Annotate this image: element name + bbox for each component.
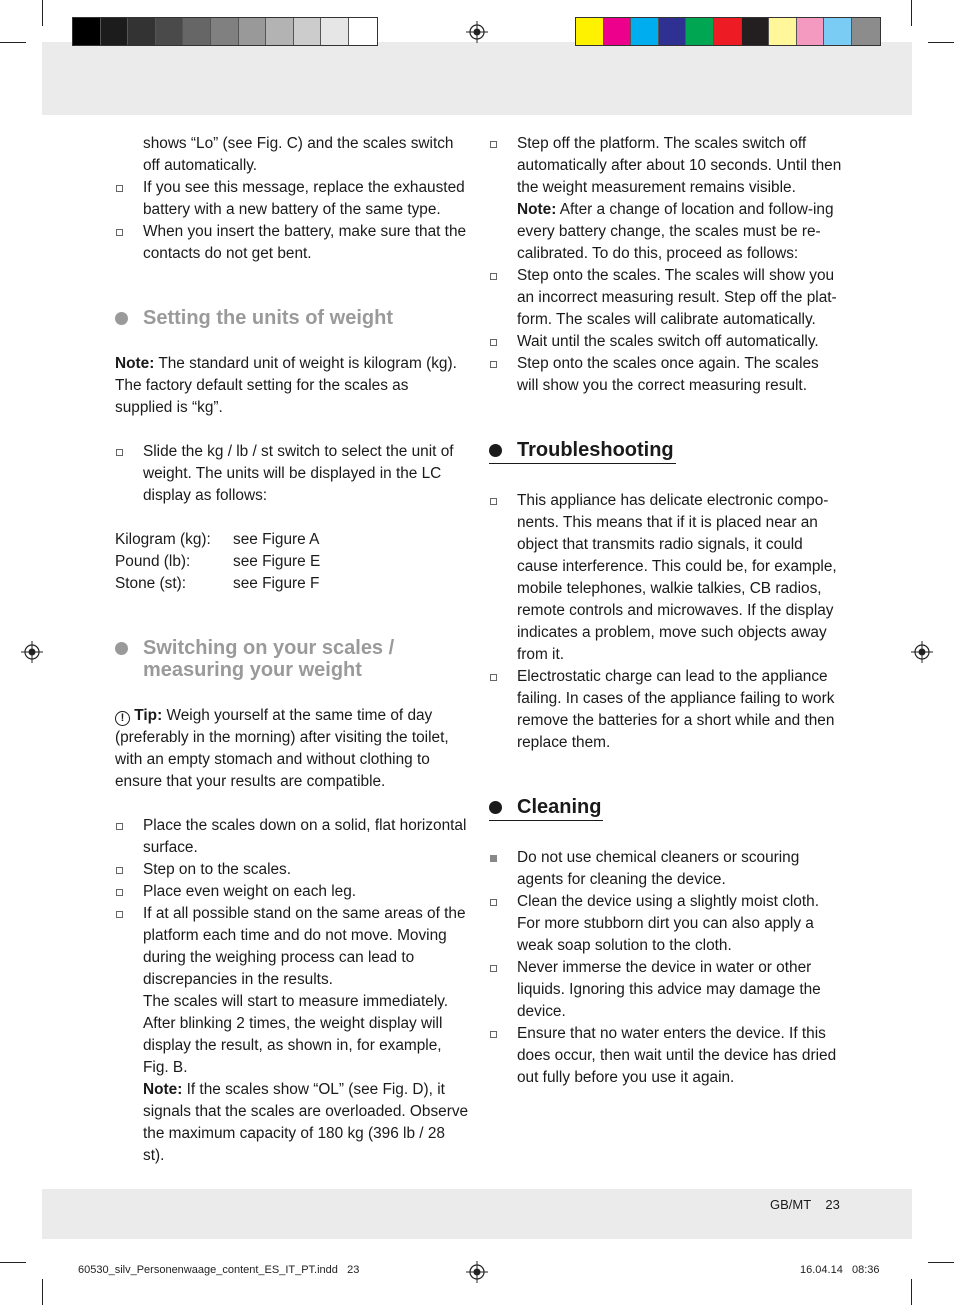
list-item: Step off the platform. The scales switch off automatically after about 10 seconds. Until then the weight measurement remains visible. <box>489 133 844 199</box>
color-swatch <box>686 18 714 45</box>
checkbox-bullet-icon <box>490 498 497 505</box>
gray-swatch <box>73 18 101 45</box>
list-item: Step on to the scales. <box>115 859 470 881</box>
color-swatch <box>659 18 687 45</box>
list-item: Slide the kg / lb / st switch to select the unit of weight. The units will be displayed in the LC display as follows: <box>115 441 470 507</box>
color-swatch <box>852 18 880 45</box>
registration-mark-icon <box>466 1261 488 1283</box>
color-swatch <box>714 18 742 45</box>
checkbox-bullet-icon <box>116 449 123 456</box>
checkbox-bullet-icon <box>116 185 123 192</box>
unit-figure: see Figure E <box>233 553 321 570</box>
color-swatch <box>769 18 797 45</box>
crop-mark <box>0 1262 26 1263</box>
units-table <box>115 529 470 595</box>
list-item: If at all possible stand on the same areas of the platform each time and do not move. Moving during the weighing process can lead to discrepancies in the results. <box>115 903 470 991</box>
unit-name: Stone (st): <box>115 575 186 592</box>
section-heading-troubleshooting: Troubleshooting <box>489 439 676 464</box>
checkbox-bullet-icon <box>116 229 123 236</box>
checkbox-bullet-icon <box>490 965 497 972</box>
right-column <box>489 133 844 1089</box>
registration-mark-icon <box>911 641 933 663</box>
crop-mark <box>928 1262 954 1263</box>
list-item: Clean the device using a slightly moist cloth. For more stubborn dirt you can also apply a weak soap solution to the cloth. <box>489 891 844 957</box>
gray-swatch <box>183 18 211 45</box>
list-item: Do not use chemical cleaners or scouring agents for cleaning the device. <box>489 847 844 891</box>
gray-swatch <box>239 18 267 45</box>
process-color-bar <box>575 17 881 46</box>
unit-name: Kilogram (kg): <box>115 531 211 548</box>
header-band <box>42 42 912 115</box>
grayscale-color-bar <box>72 17 378 46</box>
left-column <box>115 133 470 1167</box>
list-item: If you see this message, replace the exhausted battery with a new battery of the same type. <box>115 177 470 221</box>
gray-swatch <box>266 18 294 45</box>
registration-mark-icon <box>21 641 43 663</box>
unit-name: Pound (lb): <box>115 553 191 570</box>
bullet-continuation: The scales will start to measure immediately. After blinking 2 times, the weight display will display the result, as shown in, for example, Fig. B. <box>143 993 449 1076</box>
section-heading-units: Setting the units of weight <box>115 307 470 329</box>
warning-square-bullet-icon <box>490 855 497 862</box>
list-item: Place the scales down on a solid, flat horizontal surface. <box>115 815 470 859</box>
bullet-dot-icon <box>115 312 128 325</box>
note-paragraph: Note: If the scales show “OL” (see Fig. D), it signals that the scales are overloaded. Observe the maximum capacity of 180 kg (396 lb / 28 st). <box>143 1081 469 1164</box>
note-paragraph: Note: After a change of location and follow-ing every battery change, the scales must be re-calibrated. To do this, proceed as follows: <box>517 201 834 262</box>
checkbox-bullet-icon <box>116 889 123 896</box>
bullet-continuation: shows “Lo” (see Fig. C) and the scales switch off automatically. <box>143 135 454 174</box>
bullet-dot-icon <box>489 801 502 814</box>
section-heading-cleaning: Cleaning <box>489 796 603 821</box>
units-row <box>115 573 470 595</box>
gray-swatch <box>101 18 129 45</box>
gray-swatch <box>294 18 322 45</box>
checkbox-bullet-icon <box>116 867 123 874</box>
gray-swatch <box>349 18 377 45</box>
page-number: GB/MT 23 <box>770 1197 840 1212</box>
list-item: Step onto the scales. The scales will show you an incorrect measuring result. Step off the plat-form. The scales will calibrate automatically. <box>489 265 844 331</box>
color-swatch <box>576 18 604 45</box>
checkbox-bullet-icon <box>490 141 497 148</box>
crop-mark <box>911 1279 912 1305</box>
gray-swatch <box>156 18 184 45</box>
list-item: Step onto the scales once again. The scales will show you the correct measuring result. <box>489 353 844 397</box>
checkbox-bullet-icon <box>490 674 497 681</box>
color-swatch <box>604 18 632 45</box>
list-item: Never immerse the device in water or other liquids. Ignoring this advice may damage the device. <box>489 957 844 1023</box>
gray-swatch <box>128 18 156 45</box>
bullet-dot-icon <box>115 642 128 655</box>
gray-swatch <box>211 18 239 45</box>
date-slug: 16.04.14 08:36 <box>800 1264 880 1276</box>
checkbox-bullet-icon <box>490 899 497 906</box>
color-swatch <box>631 18 659 45</box>
list-item: Place even weight on each leg. <box>115 881 470 903</box>
file-slug: 60530_silv_Personenwaage_content_ES_IT_PT.indd 23 <box>78 1264 360 1276</box>
checkbox-bullet-icon <box>490 1031 497 1038</box>
note-paragraph: Note: The standard unit of weight is kilogram (kg). The factory default setting for the scales as supplied is “kg”. <box>115 355 457 416</box>
exclamation-icon: ! <box>115 711 130 726</box>
crop-mark <box>0 42 26 43</box>
gray-swatch <box>321 18 349 45</box>
units-row <box>115 551 470 573</box>
checkbox-bullet-icon <box>490 273 497 280</box>
tip-paragraph: ! Tip: Weigh yourself at the same time of day (preferably in the morning) after visiting the toilet, with an empty stomach and without clothing to ensure that your results are compatible. <box>115 707 449 790</box>
list-item: Ensure that no water enters the device. If this does occur, then wait until the device has dried out fully before you use it again. <box>489 1023 844 1089</box>
units-row <box>115 529 470 551</box>
list-item: This appliance has delicate electronic compo-nents. This means that if it is placed near an object that transmits radio signals, it could cause interference. This could be, for example, mobile telephones, walkie talkies, CB radios, remote controls and microwaves. If the display indicates a problem, move such objects away from it. <box>489 490 844 666</box>
unit-figure: see Figure F <box>233 575 320 592</box>
registration-mark-icon <box>466 21 488 43</box>
section-heading-switching: Switching on your scales / measuring your weight <box>115 637 470 681</box>
list-item: Electrostatic charge can lead to the appliance failing. In cases of the appliance failing to work remove the batteries for a short while and then replace them. <box>489 666 844 754</box>
checkbox-bullet-icon <box>490 361 497 368</box>
color-swatch <box>742 18 770 45</box>
bullet-dot-icon <box>489 444 502 457</box>
crop-mark <box>42 1279 43 1305</box>
unit-figure: see Figure A <box>233 531 320 548</box>
crop-mark <box>911 0 912 26</box>
color-swatch <box>797 18 825 45</box>
checkbox-bullet-icon <box>116 823 123 830</box>
checkbox-bullet-icon <box>116 911 123 918</box>
checkbox-bullet-icon <box>490 339 497 346</box>
color-swatch <box>824 18 852 45</box>
list-item: Wait until the scales switch off automatically. <box>489 331 844 353</box>
crop-mark <box>42 0 43 26</box>
crop-mark <box>928 42 954 43</box>
list-item: When you insert the battery, make sure that the contacts do not get bent. <box>115 221 470 265</box>
